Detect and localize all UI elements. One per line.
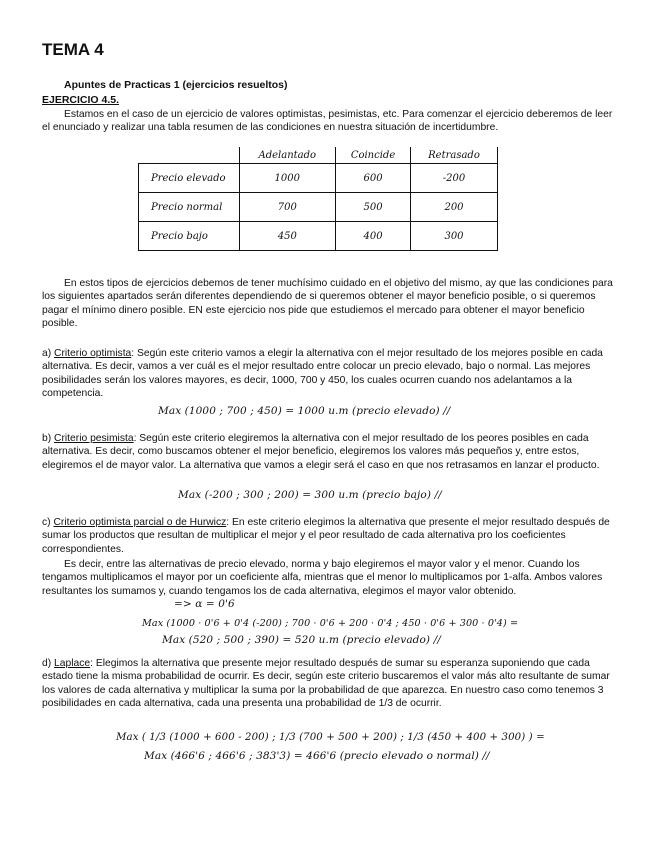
criterion-prefix: c) (42, 517, 54, 528)
column-header: Coincide (336, 147, 411, 164)
intro-paragraph: Estamos en el caso de un ejercicio de valores optimistas, pesimistas, etc. Para comenzar el ejercicio deberemos de leer el enunciado y realizar una tabla resumen de las condiciones en nuestra situación de incertidumbre. (42, 109, 613, 134)
criterion-text: : Elegimos la alternativa que presente mejor resultado después de sumar su esperanza suponiendo que cada estado tiene la misma probabilidad de ocurrir. Es decir, según este criterio buscaremos el valor más alto resultante de sumar los valores de cada alternativa y multiplicar la suma por la probabilidad de que aparezca. En nuestro caso como tenemos 3 posibilidades en cada alternativa, cada una presenta una probabilidad de 1/3 de ocurrir. (42, 658, 610, 710)
criterion-term: Criterio optimista (54, 348, 132, 359)
table-cell: 1000 (239, 164, 336, 193)
hurwicz-explanation: Es decir, entre las alternativas de precio elevado, norma y bajo elegiremos el mayor valor y el menor. Cuando los tengamos multiplicamos el mayor por un coeficiente alfa, mientras que el menor lo multiplicamos por 1-alfa. Ambos valores resultantes los sumamos y, cuando tengamos los de cada alternativa, elegimos el mayor valor obtenido. (42, 559, 603, 597)
criterion-optimista (42, 347, 614, 401)
table-cell: 600 (336, 164, 411, 193)
alpha-value: => α = 0'6 (174, 598, 235, 610)
criterion-term: Laplace (54, 658, 91, 669)
criterion-text: : Según este criterio vamos a elegir la alternativa con el mejor resultado de los mejores posible en cada alternativa. Es decir, vamos a ver cuál es el mejor resultado entre colocar un precio elevado, bajo o normal. Las mejores posibilidades serán los valores mayores, es decir, 1000, 700 y 450, los cuales ocurren cuando nos adelantamos a la competencia. (42, 348, 603, 400)
table-cell: 450 (239, 222, 336, 251)
criterion-hurwicz (42, 516, 614, 556)
objective-paragraph: En estos tipos de ejercicios debemos de tener muchísimo cuidado en el objetivo del mismo, ay que las condiciones para los siguientes apartados serán diferentes dependiendo de si queremos obtener el mayor beneficio posible, o si queremos pagar el mínimo dinero posible. EN este ejercicio nos pide que estudiemos el mercado para obtener el mayor beneficio posible. (42, 278, 613, 330)
formula-hurwicz-1: Max (1000 · 0'6 + 0'4 (-200) ; 700 · 0'6 + 200 · 0'4 ; 450 · 0'6 + 300 · 0'4) = (142, 618, 519, 629)
criterion-prefix: a) (42, 348, 55, 359)
criterion-laplace (42, 657, 614, 711)
table-cell: 200 (411, 193, 498, 222)
criterion-term: Criterio pesimista (54, 433, 134, 444)
formula-pesimista: Max (-200 ; 300 ; 200) = 300 u.m (precio bajo) // (178, 489, 442, 501)
table-row (139, 164, 498, 193)
table-row (139, 193, 498, 222)
table-cell: 500 (336, 193, 411, 222)
criterion-prefix: d) (42, 658, 55, 669)
criterion-text: : Según este criterio elegiremos la alternativa con el mejor resultado de los peores posibles en cada alternativa. Es decir, como buscamos obtener el mejor beneficio, elegiremos los valores más pequeños y, entre estos, elegiremos el de mayor valor. La alternativa que vamos a elegir será el caso en que nos retrasamos en lanzar el producto. (42, 433, 600, 471)
table-cell: -200 (411, 164, 498, 193)
table-corner (139, 147, 240, 164)
table-cell: 400 (336, 222, 411, 251)
page-title: TEMA 4 (42, 40, 104, 59)
table-cell: 700 (239, 193, 336, 222)
table-cell: 300 (411, 222, 498, 251)
column-header: Retrasado (411, 147, 498, 164)
table-header-row (139, 147, 498, 164)
row-label: Precio elevado (139, 164, 240, 193)
formula-laplace-2: Max (466'6 ; 466'6 ; 383'3) = 466'6 (precio elevado o normal) // (144, 750, 490, 762)
criterion-term: Criterio optimista parcial o de Hurwicz (53, 517, 227, 528)
formula-hurwicz-2: Max (520 ; 500 ; 390) = 520 u.m (precio elevado) // (162, 634, 441, 646)
row-label: Precio normal (139, 193, 240, 222)
formula-optimista: Max (1000 ; 700 ; 450) = 1000 u.m (precio elevado) // (158, 405, 451, 417)
criterion-text: : En este criterio elegimos la alternativa que presente el mejor resultado después de sumar los productos que resultan de multiplicar el mejor y el peor resultado de cada alternativa pro los coeficientes correspondientes. (42, 517, 610, 555)
table-row (139, 222, 498, 251)
row-label: Precio bajo (139, 222, 240, 251)
criterion-pesimista (42, 432, 614, 472)
subtitle: Apuntes de Practicas 1 (ejercicios resueltos) (64, 79, 288, 91)
formula-laplace-1: Max ( 1/3 (1000 + 600 - 200) ; 1/3 (700 + 500 + 200) ; 1/3 (450 + 400 + 300) ) = (116, 732, 545, 743)
exercise-heading: EJERCICIO 4.5. (42, 94, 120, 106)
criterion-prefix: b) (42, 433, 55, 444)
column-header: Adelantado (239, 147, 336, 164)
payoff-table (138, 147, 498, 251)
